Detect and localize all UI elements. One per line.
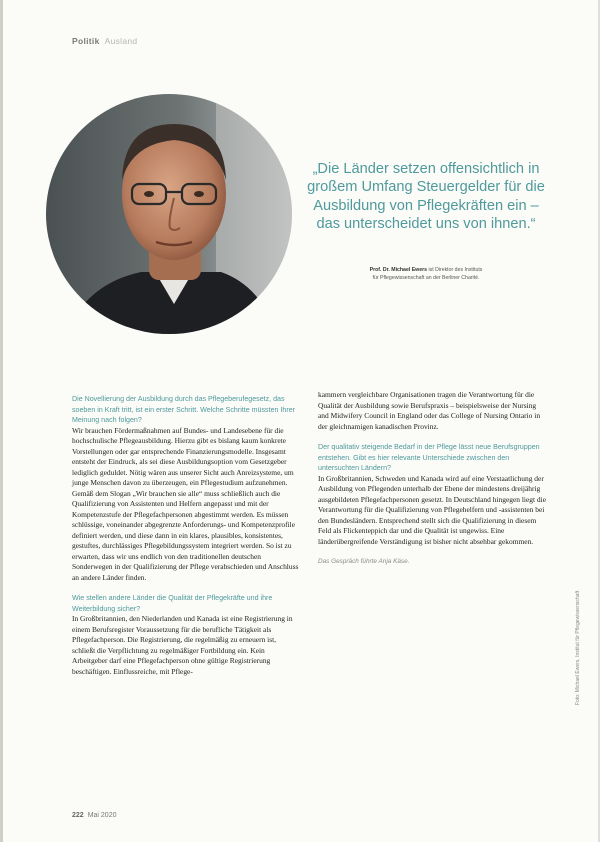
- interview-question: Wie stellen andere Länder die Qualität der Pflegekräfte und ihre Weiterbildung sicher?: [72, 594, 273, 613]
- subsection-label: Ausland: [104, 36, 138, 46]
- quote-credit-line1: ist Direktor des Instituts: [428, 267, 483, 273]
- interview-answer: In Großbritannien, den Niederlanden und Kanada ist eine Registrierung in einem Berufsregister Voraussetzung für die berufliche Tätigkeit als Pflegefachperson. Die Registrierung, die regelmäßig zu erneuern ist, schließt die Verpflichtung zu regelmäßiger Fortbildung ein. Kein Arbeitgeber darf eine Pflegefachperson ohne gültige Registrierung beschäftigen. Einflussreiche, mit Pflege-: [72, 614, 293, 676]
- interview-question: Der qualitativ steigende Bedarf in der Pflege lässt neue Berufsgruppen entstehen. Gibt es hier relevante Unterschiede zwischen den untersuchten Ländern?: [318, 443, 540, 472]
- interviewee-portrait: [46, 94, 292, 334]
- quote-credit-name: Prof. Dr. Michael Ewers: [369, 267, 427, 273]
- interview-answer: In Großbritannien, Schweden und Kanada wird auf eine Verstaatlichung der Ausbildung von Pflegenden unterhalb der Ebene der mindestens dreijährig ausgebildeten Pflegefachpersonen gesetzt. In Deutschland hingegen liegt die Verantwortung für die Qualifizierung von Pflegehelfern und -assistenten bei den Bundesländern. Entsprechend stellt sich die Qualifizierung in diesem Feld als Flickenteppich dar und die Qualität ist ungewiss. Eine länderübergreifende Verständigung ist bisher nicht absehbar gekommen.: [318, 473, 547, 546]
- quote-credit-line2: für Pflegewissenschaft an der Berliner Charité.: [372, 275, 480, 281]
- interviewer-signature: Das Gespräch führte Anja Käse.: [318, 558, 410, 565]
- portrait-photo: [46, 94, 292, 334]
- interview-answer: kammern vergleichbare Organisationen tragen die Verantwortung für die Qualität der Ausbildung sowie Berufspraxis – beispielsweise der Nursing and Midwifery Council in England oder das College of Nursing Ontario in der gleichnamigen kanadischen Provinz.: [318, 390, 541, 431]
- interview-answer: Wir brauchen Fördermaßnahmen auf Bundes- und Landesebene für die hochschulische Pflegeausbildung. Hierzu gibt es bislang kaum konkrete Vorstellungen oder gar entsprechende Finanzierungsmodelle. Insgesamt entsteht der Eindruck, als sei diese Ausbildungsoption vom Gesetzgeber lediglich geduldet. Nötig wären aus unserer Sicht auch Anreizsysteme, um junge Menschen davon zu überzeugen, ein Pflegestudium aufzunehmen. Gemäß dem Slogan „Wir brauchen sie alle“ muss schließlich auch die Qualifizierung von Assistenten und Helfern angepasst und mit der Kompetenzstufe der Pflegefachpersonen abgestimmt werden. Es müssen schlüssige, voneinander abgegrenzte Anforderungs- und Kompetenzprofile definiert werden, und diese dann in ein klares, plausibles, konsistentes, gestuftes, durchlässiges Pflegebildungssystem integriert werden. So ist zu erwarten, dass wir uns endlich von den traditionellen deutschen Sonderwegen in der Qualifizierung der Pflege verabschieden und Anschluss an andere Länder finden.: [72, 425, 299, 582]
- section-rubric: [72, 36, 137, 46]
- article-column-right: [318, 390, 546, 568]
- quote-credit: [300, 266, 552, 282]
- section-label: Politik: [72, 36, 100, 46]
- article-column-left: [72, 394, 300, 677]
- interview-question: Die Novellierung der Ausbildung durch das Pflegeberufegesetz, das soeben in Kraft tritt, ist ein erster Schritt. Welche Schritte müssten Ihrer Meinung nach folgen?: [72, 395, 296, 424]
- pull-quote: „Die Länder setzen offensichtlich in großem Umfang Steuergelder für die Ausbildung von Pflegekräften ein – das unterscheidet uns von ihnen.“: [307, 161, 545, 233]
- page-number: 222: [72, 812, 84, 819]
- page-footer: [72, 812, 116, 819]
- photo-credit-text: Foto: Michael Ewers, Institut für Pflegewissenschaft: [575, 590, 581, 705]
- issue-label: Mai 2020: [87, 812, 117, 819]
